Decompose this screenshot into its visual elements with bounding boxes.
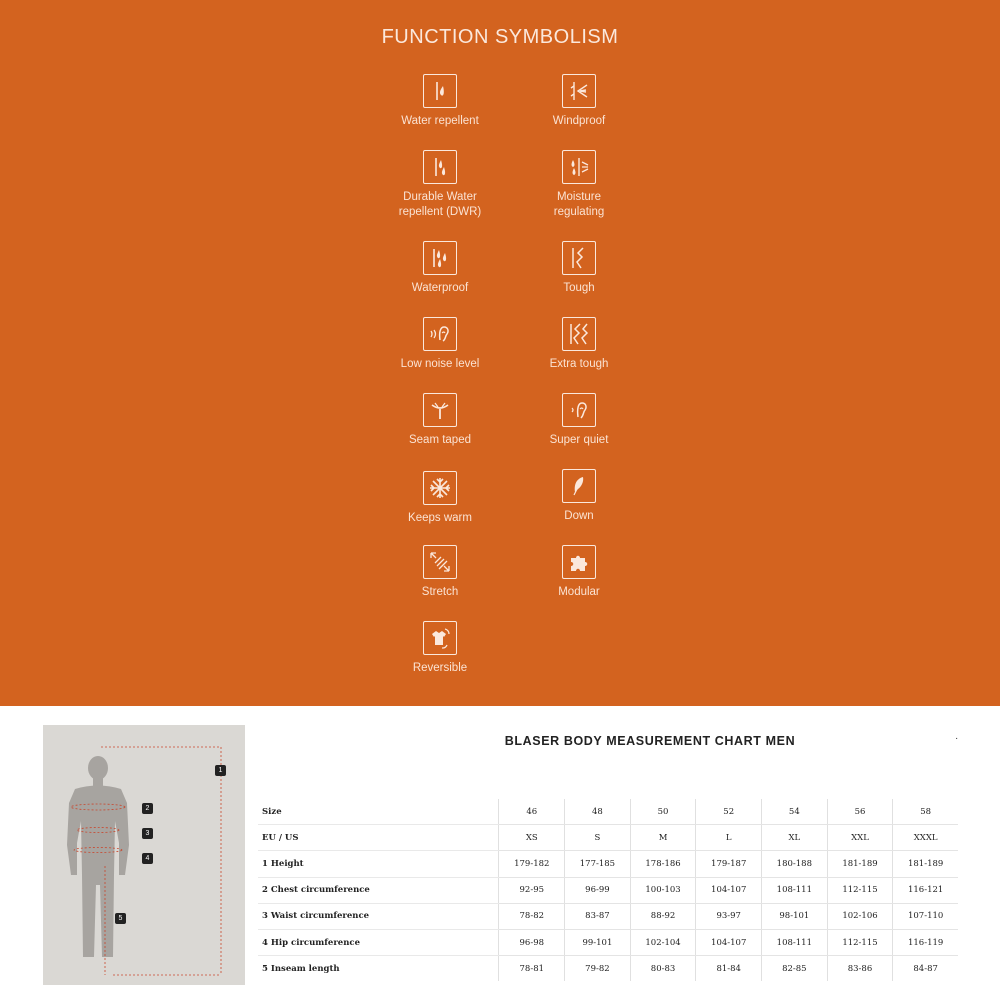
snowflake-icon (423, 471, 457, 505)
table-cell: 79-82 (565, 956, 631, 982)
table-cell: M (630, 825, 696, 851)
feature-moisture-regulating (509, 150, 649, 220)
feature-label: Extra tough (549, 358, 609, 370)
table-cell: 81-84 (696, 956, 762, 982)
row-label: 1 Height (258, 851, 499, 877)
table-cell: 116-119 (893, 929, 958, 955)
table-cell: 180-188 (762, 851, 828, 877)
waterproof-icon (423, 241, 457, 275)
moisture-regulating-icon (562, 150, 596, 184)
table-cell: 98-101 (762, 903, 828, 929)
table-cell: 50 (630, 799, 696, 825)
dwr-icon (423, 150, 457, 184)
feature-label: Modular (558, 586, 600, 598)
feature-label: Down (564, 510, 594, 522)
table-row (258, 956, 958, 982)
feature-waterproof (370, 241, 510, 296)
tough-icon (562, 241, 596, 275)
table-cell: 177-185 (565, 851, 631, 877)
table-cell: 116-121 (893, 877, 958, 903)
extra-tough-icon (562, 317, 596, 351)
down-feather-icon (562, 469, 596, 503)
feature-dwr (370, 150, 510, 220)
feature-label: Waterproof (411, 282, 469, 294)
table-cell: 181-189 (893, 851, 958, 877)
table-cell: XL (762, 825, 828, 851)
feature-super-quiet (509, 393, 649, 448)
table-cell: 58 (893, 799, 958, 825)
table-row (258, 903, 958, 929)
table-cell: 93-97 (696, 903, 762, 929)
table-cell: 100-103 (630, 877, 696, 903)
table-cell: S (565, 825, 631, 851)
feature-down (509, 469, 649, 524)
feature-stretch (370, 545, 510, 600)
row-label: EU / US (258, 825, 499, 851)
feature-label: Tough (563, 282, 595, 294)
row-label: 4 Hip circumference (258, 929, 499, 955)
water-repellent-icon (423, 74, 457, 108)
table-cell: 112-115 (827, 929, 893, 955)
table-cell: L (696, 825, 762, 851)
table-cell: 179-182 (499, 851, 565, 877)
table-cell: 54 (762, 799, 828, 825)
seam-taped-icon (423, 393, 457, 427)
table-cell: 104-107 (696, 877, 762, 903)
feature-windproof (509, 74, 649, 129)
feature-label: Seam taped (408, 434, 471, 446)
corner-mark: · (955, 733, 959, 744)
super-quiet-icon (562, 393, 596, 427)
table-cell: XXXL (893, 825, 958, 851)
table-cell: 178-186 (630, 851, 696, 877)
table-cell: 78-81 (499, 956, 565, 982)
modular-puzzle-icon (562, 545, 596, 579)
marker-4: 4 (142, 853, 153, 864)
table-cell: 179-187 (696, 851, 762, 877)
table-cell: 88-92 (630, 903, 696, 929)
feature-label: Super quiet (549, 434, 609, 446)
feature-label: Stretch (421, 586, 459, 598)
row-label: 5 Inseam length (262, 963, 340, 974)
function-symbolism-title: FUNCTION SYMBOLISM (381, 26, 619, 48)
row-label: 3 Waist circumference (258, 903, 499, 929)
feature-label: Water repellent (401, 115, 479, 127)
row-label: 2 Chest circumference (258, 877, 499, 903)
feature-label: Keeps warm (408, 512, 472, 524)
table-row (258, 929, 958, 955)
table-cell: 46 (499, 799, 565, 825)
feature-label: Moisture regulating (553, 191, 605, 218)
table-cell: 99-101 (565, 929, 631, 955)
table-cell: 102-104 (630, 929, 696, 955)
feature-extra-tough (509, 317, 649, 372)
table-row (258, 877, 958, 903)
measurement-table (258, 799, 958, 981)
table-cell: 96-99 (565, 877, 631, 903)
table-cell: 104-107 (696, 929, 762, 955)
feature-modular (509, 545, 649, 600)
table-cell: 78-82 (499, 903, 565, 929)
table-cell: 84-87 (893, 956, 958, 982)
table-cell: 181-189 (827, 851, 893, 877)
table-cell: 102-106 (827, 903, 893, 929)
table-cell: 48 (565, 799, 631, 825)
feature-tough (509, 241, 649, 296)
table-row (258, 851, 958, 877)
table-cell: 92-95 (499, 877, 565, 903)
table-cell: 83-86 (827, 956, 893, 982)
table-cell: XXL (827, 825, 893, 851)
row-label: Size (258, 799, 499, 825)
feature-low-noise (370, 317, 510, 372)
measurement-chart-title: BLASER BODY MEASUREMENT CHART MEN (504, 734, 796, 748)
table-cell: 82-85 (762, 956, 828, 982)
marker-5: 5 (115, 913, 126, 924)
table-cell: 108-111 (762, 877, 828, 903)
marker-1: 1 (215, 765, 226, 776)
marker-3: 3 (142, 828, 153, 839)
table-row (258, 799, 958, 825)
body-measurement-figure (43, 725, 245, 985)
table-cell: 96-98 (499, 929, 565, 955)
table-cell: 83-87 (565, 903, 631, 929)
feature-keeps-warm (370, 471, 510, 526)
table-cell: 108-111 (762, 929, 828, 955)
table-cell: 80-83 (630, 956, 696, 982)
table-cell: 112-115 (827, 877, 893, 903)
feature-label: Durable Water repellent (DWR) (398, 191, 482, 218)
feature-reversible (370, 621, 510, 676)
table-cell: 56 (827, 799, 893, 825)
table-cell: XS (499, 825, 565, 851)
feature-seam-taped (370, 393, 510, 448)
feature-label: Windproof (552, 115, 606, 127)
reversible-icon (423, 621, 457, 655)
table-row (258, 825, 958, 851)
table-cell: 107-110 (893, 903, 958, 929)
table-cell: 52 (696, 799, 762, 825)
feature-water-repellent (370, 74, 510, 129)
feature-label: Low noise level (400, 358, 480, 370)
stretch-icon (423, 545, 457, 579)
marker-2: 2 (142, 803, 153, 814)
feature-label: Reversible (412, 662, 468, 674)
windproof-icon (562, 74, 596, 108)
low-noise-icon (423, 317, 457, 351)
